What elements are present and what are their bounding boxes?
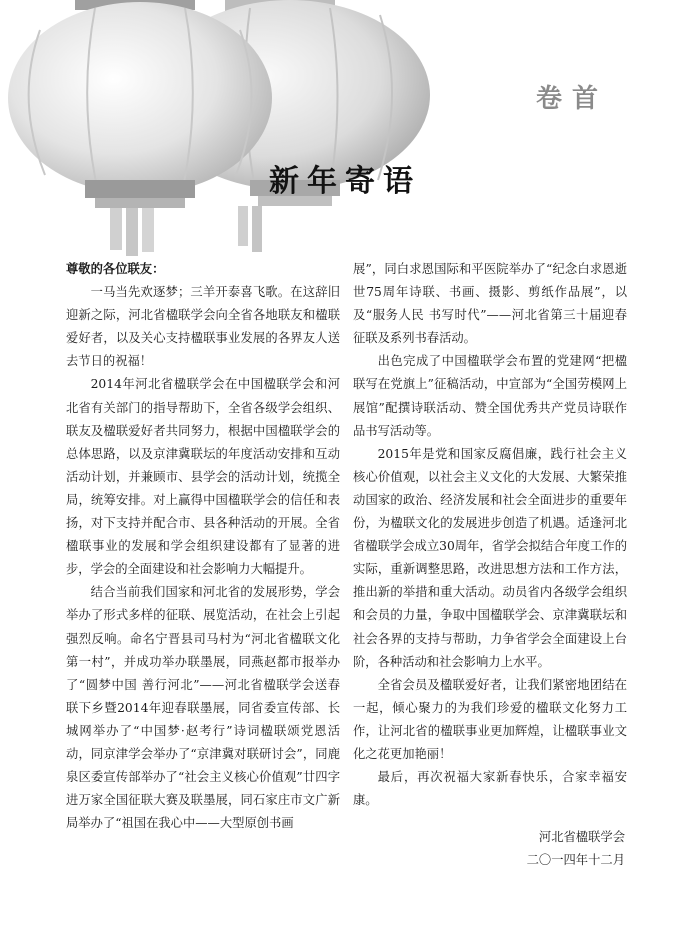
paragraph: 全省会员及楹联爱好者，让我们紧密地团结在一起，倾心聚力的为我们珍爱的楹联文化努力工作，让河北省的楹联事业更加辉煌，让楹联事业文化之花更加艳丽！ — [353, 677, 627, 761]
paragraph: 最后，再次祝福大家新春快乐，合家幸福安康。 — [353, 770, 627, 808]
section-label: 卷首 — [536, 84, 609, 114]
paragraph: 出色完成了中国楹联学会布置的党建网“把楹联写在党旗上”征稿活动，中宣部为“全国劳模网上展馆”配撰诗联活动、赞全国优秀共产党员诗联作品书写活动等。 — [353, 354, 627, 438]
signature-date: 二〇一四年十二月 — [526, 853, 625, 868]
right-column — [353, 258, 627, 872]
paragraph: 2015年是党和国家反腐倡廉，践行社会主义核心价值观，以社会主义文化的大发展、大繁荣推动国家的政治、经济发展和社会全面进步的重要年份，为楹联文化的发展进步创造了机遇。适逢河北省楹联学会成立30周年，省学会拟结合年度工作的实际，重新调整思路，改进思想方法和工作方法，推出新的举措和重大活动。动员省内各级学会组织和会员的力量，争取中国楹联学会、京津冀联坛和社会各界的支持与帮助，力争省学会全面建设上台阶，各种活动和社会影响力上水平。 — [353, 446, 627, 669]
signature-organization: 河北省楹联学会 — [538, 830, 625, 845]
greeting: 尊敬的各位联友： — [66, 262, 165, 276]
left-column — [66, 258, 340, 835]
paragraph-continuation: 展”，同白求恩国际和平医院举办了“纪念白求恩逝世75周年诗联、书画、摄影、剪纸作品展”，以及“服务人民 书写时代”——河北省第三十届迎春征联及系列书春活动。 — [353, 262, 627, 346]
paragraph: 2014年河北省楹联学会在中国楹联学会和河北省有关部门的指导帮助下，全省各级学会组织、联友及楹联爱好者共同努力，根据中国楹联学会的总体思路，以及京津冀联坛的年度活动安排和互动活动计划，并兼顾市、县学会的活动计划，统揽全局，统筹安排。对上赢得中国楹联学会的信任和表扬，对下支持并配合市、县各种活动的开展。全省楹联事业的发展和学会组织建设都有了显著的进步，学会的全面建设和社会影响力大幅提升。 — [66, 377, 340, 577]
paragraph: 结合当前我们国家和河北省的发展形势，学会举办了形式多样的征联、展览活动，在社会上引起强烈反响。命名宁晋县司马村为“河北省楹联文化第一村”，并成功举办联墨展，同燕赵都市报举办了“圆梦中国 善行河北”——河北省楹联学会送春联下乡暨2014年迎春联墨展，同省委宣传部、长城网举办了“中国梦·赵考行”诗词楹联颂党恩活动，同京津学会举办了“京津冀对联研讨会”，同鹿泉区委宣传部举办了“社会主义核心价值观”廿四字进万家全国征联大赛及联墨展，同石家庄市文广新局举办了“祖国在我心中——大型原创书画 — [66, 585, 340, 831]
lantern-illustration — [0, 0, 470, 260]
page-title: 新年寄语 — [269, 164, 421, 199]
paragraph: 一马当先欢逐梦；三羊开泰喜飞歌。在这辞旧迎新之际，河北省楹联学会向全省各地联友和楹联爱好者，以及关心支持楹联事业发展的各界友人送去节日的祝福！ — [66, 285, 340, 369]
front-lantern — [8, 0, 272, 256]
signature-block — [353, 826, 627, 872]
